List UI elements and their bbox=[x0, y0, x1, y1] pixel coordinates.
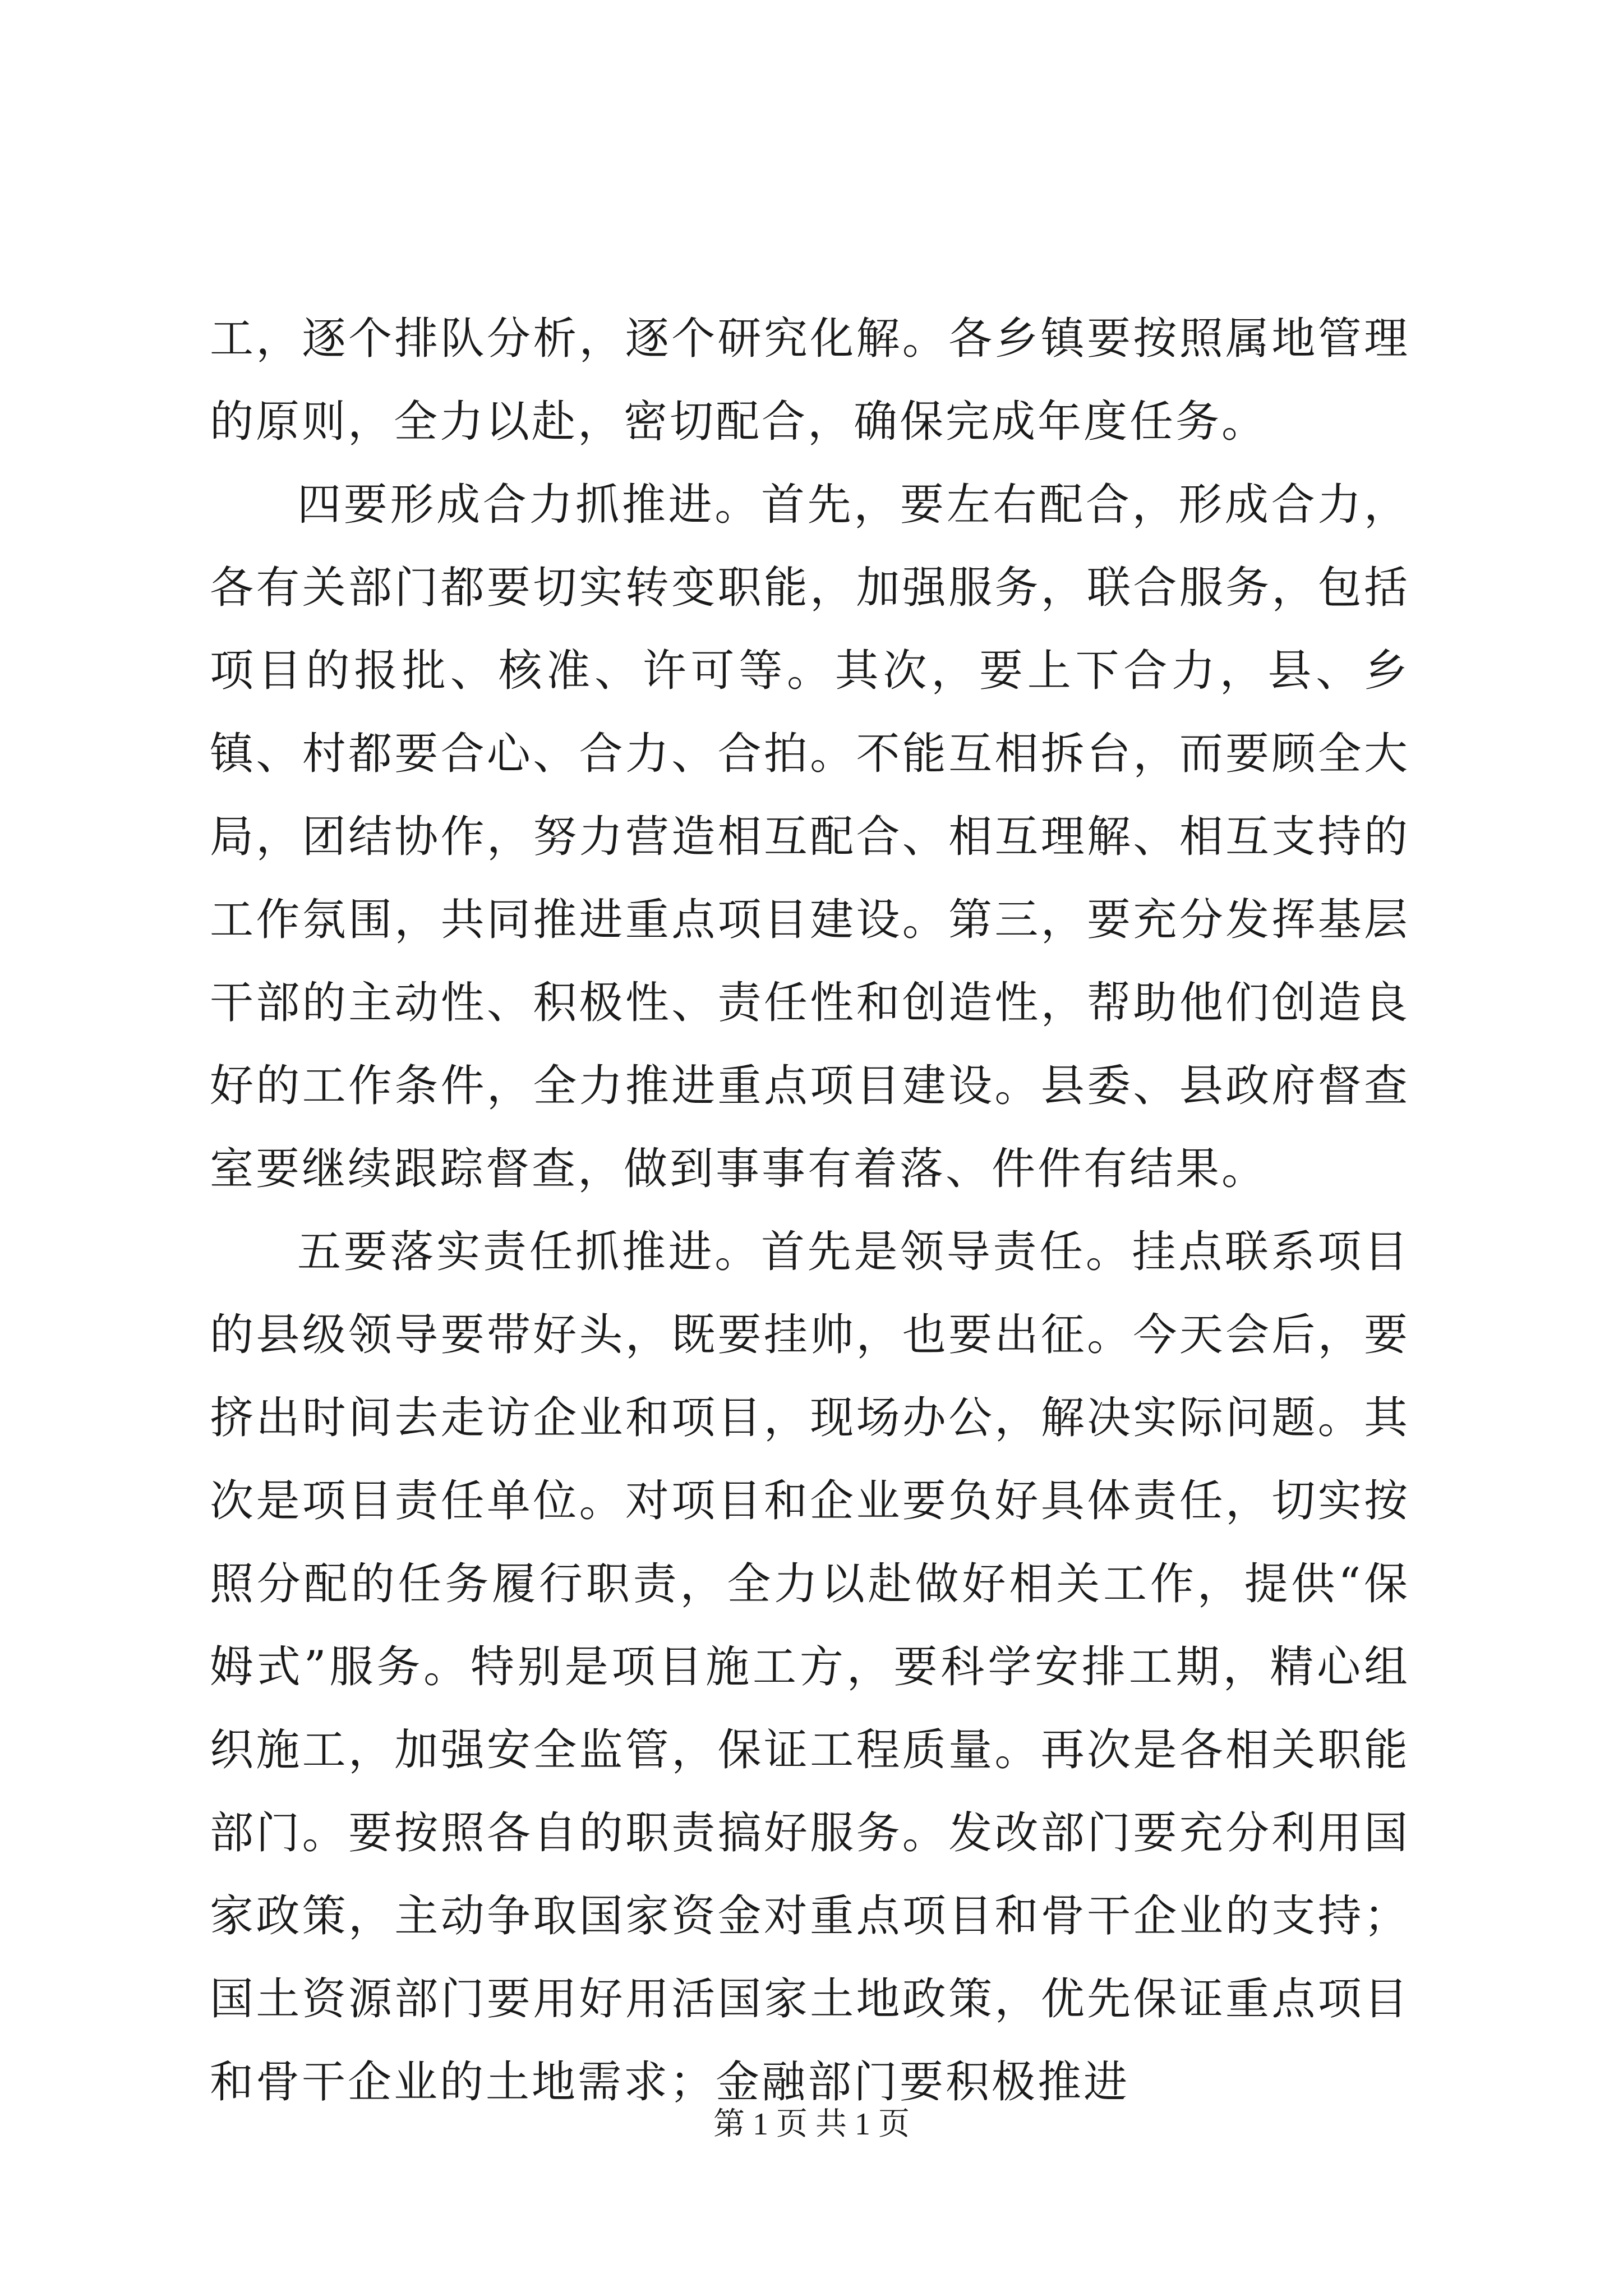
paragraph-1: 工，逐个排队分析，逐个研究化解。各乡镇要按照属地管理的原则，全力以赴，密切配合，确保完成年度任务。 bbox=[210, 314, 1410, 447]
document-body bbox=[210, 297, 1410, 2124]
page-footer: 第 1 页 共 1 页 bbox=[713, 2107, 910, 2142]
paragraph-3: 五要落实责任抓推进。首先是领导责任。挂点联系项目的县级领导要带好头，既要挂帅，也要出征。今天会后，要挤出时间去走访企业和项目，现场办公，解决实际问题。其次是项目责任单位。对项目和企业要负好具体责任，切实按照分配的任务履行职责，全力以赴做好相关工作，提供“保姆式”服务。特别是项目施工方，要科学安排工期，精心组织施工，加强安全监管，保证工程质量。再次是各相关职能部门。要按照各自的职责搞好服务。发改部门要充分利用国家政策，主动争取国家资金对重点项目和骨干企业的支持；国土资源部门要用好用活国家土地政策，优先保证重点项目和骨干企业的土地需求；金融部门要积极推进 bbox=[210, 1227, 1410, 2108]
paragraph-2: 四要形成合力抓推进。首先，要左右配合，形成合力，各有关部门都要切实转变职能，加强服务，联合服务，包括项目的报批、核准、许可等。其次，要上下合力，县、乡镇、村都要合心、合力、合拍。不能互相拆台，而要顾全大局，团结协作，努力营造相互配合、相互理解、相互支持的工作氛围，共同推进重点项目建设。第三，要充分发挥基层干部的主动性、积极性、责任性和创造性，帮助他们创造良好的工作条件，全力推进重点项目建设。县委、县政府督查室要继续跟踪督查，做到事事有着落、件件有结果。 bbox=[210, 480, 1410, 1194]
